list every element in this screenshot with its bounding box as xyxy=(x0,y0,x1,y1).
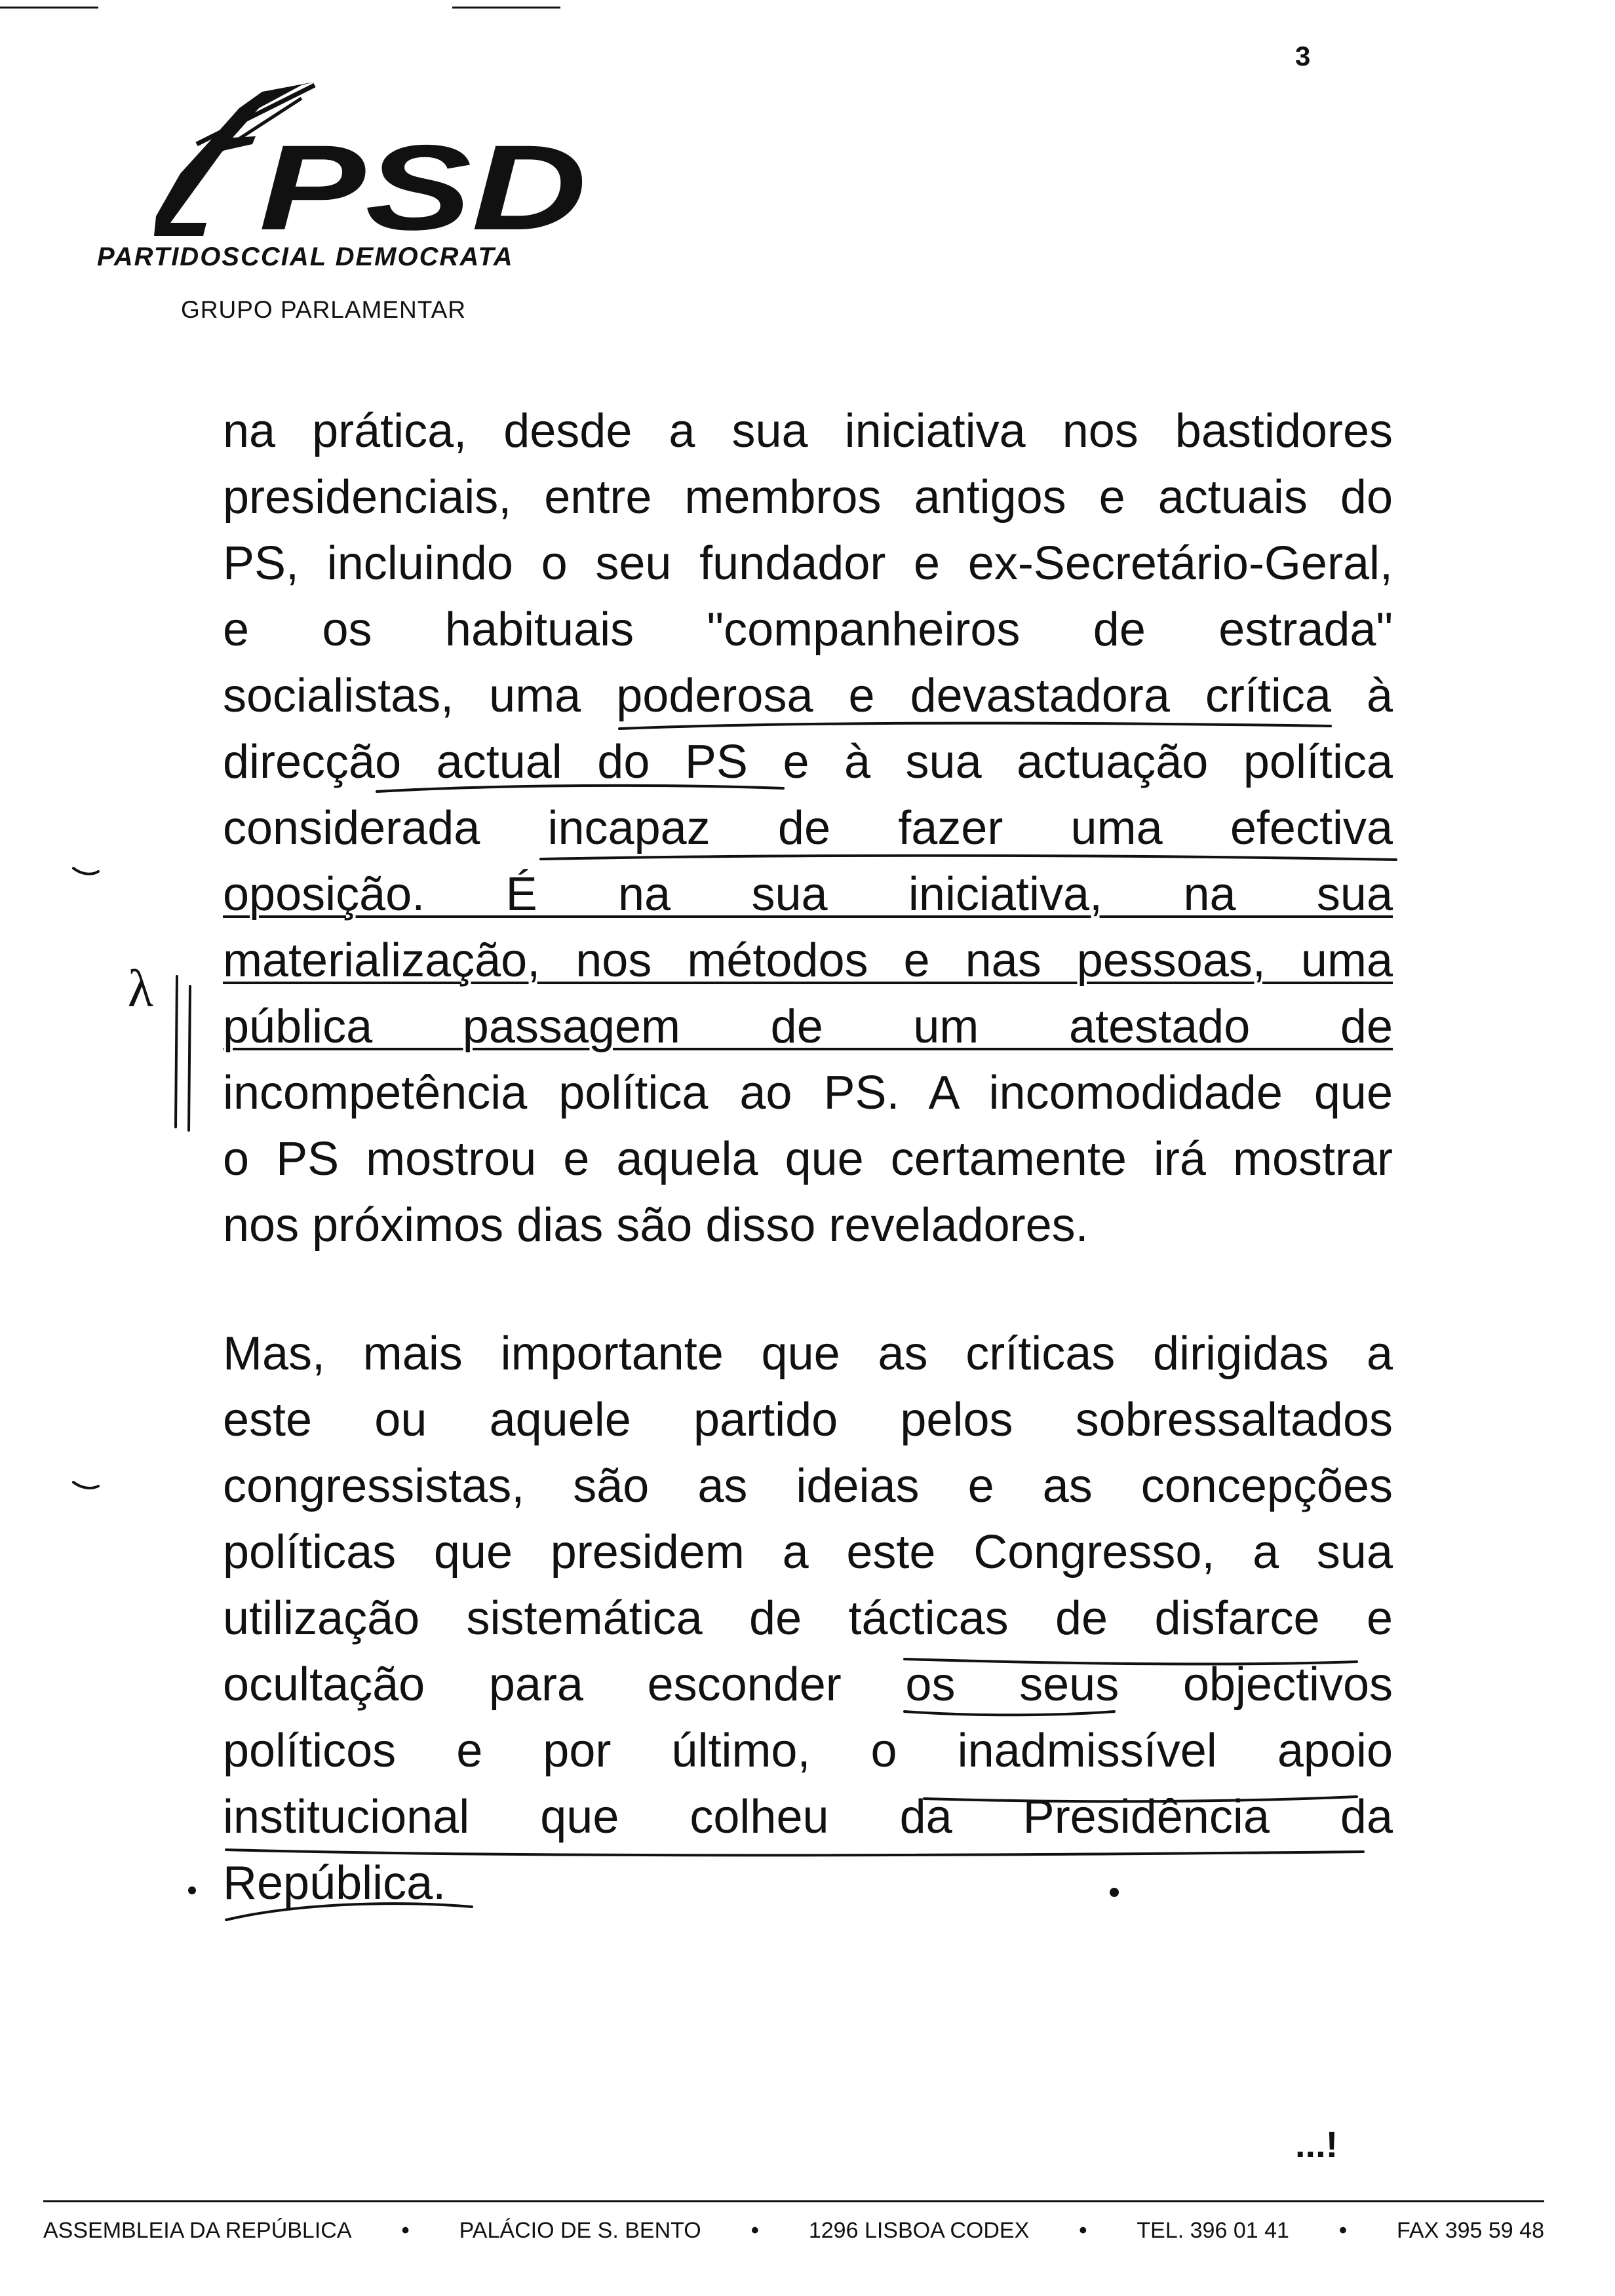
footer-address: 1296 LISBOA CODEX xyxy=(808,2218,1030,2243)
page-number: 3 xyxy=(1295,41,1311,71)
footer-address: PALÁCIO DE S. BENTO xyxy=(459,2218,701,2243)
margin-bracket xyxy=(189,986,190,1130)
paragraph-line-underlined: materialização, nos métodos e nas pessoas, uma xyxy=(223,934,1393,987)
paragraph-line: políticas que presidem a este Congresso, a sua xyxy=(223,1526,1393,1578)
margin-tick xyxy=(73,868,98,874)
paragraph-line: incompetência política ao PS. A incomodidade que xyxy=(223,1067,1393,1119)
paragraph-line: ocultação para esconder os seus objectivos xyxy=(223,1658,1393,1711)
top-rule-middle xyxy=(452,7,560,9)
footer-separator: • xyxy=(1339,2218,1347,2243)
footer-phone: TEL. 396 01 41 xyxy=(1137,2218,1289,2243)
paragraph-line: República. xyxy=(223,1857,446,1909)
paragraph-line: políticos e por último, o inadmissível apoio xyxy=(223,1725,1393,1777)
paragraph-line-underlined: pública passagem de um atestado de xyxy=(223,1001,1393,1053)
paragraph-line: congressistas, são as ideias e as concepções xyxy=(223,1460,1393,1512)
party-name: PARTIDOSCCIAL DEMOCRATA xyxy=(97,242,514,271)
top-rule-left xyxy=(0,7,98,9)
paragraph-line: nos próximos dias são disso reveladores. xyxy=(223,1199,1089,1252)
paragraph-line: na prática, desde a sua iniciativa nos bastidores xyxy=(223,405,1393,457)
ink-dot xyxy=(188,1886,196,1894)
paragraph-line: utilização sistemática de tácticas de disfarce e xyxy=(223,1592,1393,1645)
footer-rule xyxy=(43,2200,1544,2202)
paragraph-1 xyxy=(223,398,1393,1259)
paragraph-line: considerada incapaz de fazer uma efectiva xyxy=(223,802,1393,854)
footer-address: ASSEMBLEIA DA REPÚBLICA xyxy=(43,2218,352,2243)
paragraph-line: socialistas, uma poderosa e devastadora crítica à xyxy=(223,670,1393,722)
footer-separator: • xyxy=(1079,2218,1087,2243)
paragraph-line-underlined: oposição. É na sua iniciativa, na sua xyxy=(223,868,1393,921)
psd-logo xyxy=(98,46,596,242)
paragraph-line: PS, incluindo o seu fundador e ex-Secretário-Geral, xyxy=(223,537,1393,590)
paragraph-line: e os habituais "companheiros de estrada" xyxy=(223,603,1393,656)
margin-tick xyxy=(73,1482,98,1488)
logo-text: PSD xyxy=(259,121,587,242)
paragraph-line: este ou aquele partido pelos sobressaltados xyxy=(223,1394,1393,1446)
paragraph-2 xyxy=(223,1321,1393,1917)
paragraph-line: direcção actual do PS e à sua actuação política xyxy=(223,736,1393,788)
footer-separator: • xyxy=(401,2218,410,2243)
paragraph-line: presidenciais, entre membros antigos e actuais do xyxy=(223,471,1393,524)
paragraph-line: institucional que colheu da Presidência da xyxy=(223,1791,1393,1843)
margin-mark: λ xyxy=(128,960,153,1018)
paragraph-line: o PS mostrou e aquela que certamente irá mostrar xyxy=(223,1133,1393,1185)
footer xyxy=(43,2218,1544,2244)
footer-separator: • xyxy=(750,2218,759,2243)
margin-bracket xyxy=(176,976,177,1127)
continuation-mark: ...! xyxy=(1295,2124,1338,2165)
paragraph-line: Mas, mais importante que as críticas dirigidas a xyxy=(223,1328,1393,1380)
footer-fax: FAX 395 59 48 xyxy=(1397,2218,1544,2243)
group-name: GRUPO PARLAMENTAR xyxy=(181,296,467,323)
